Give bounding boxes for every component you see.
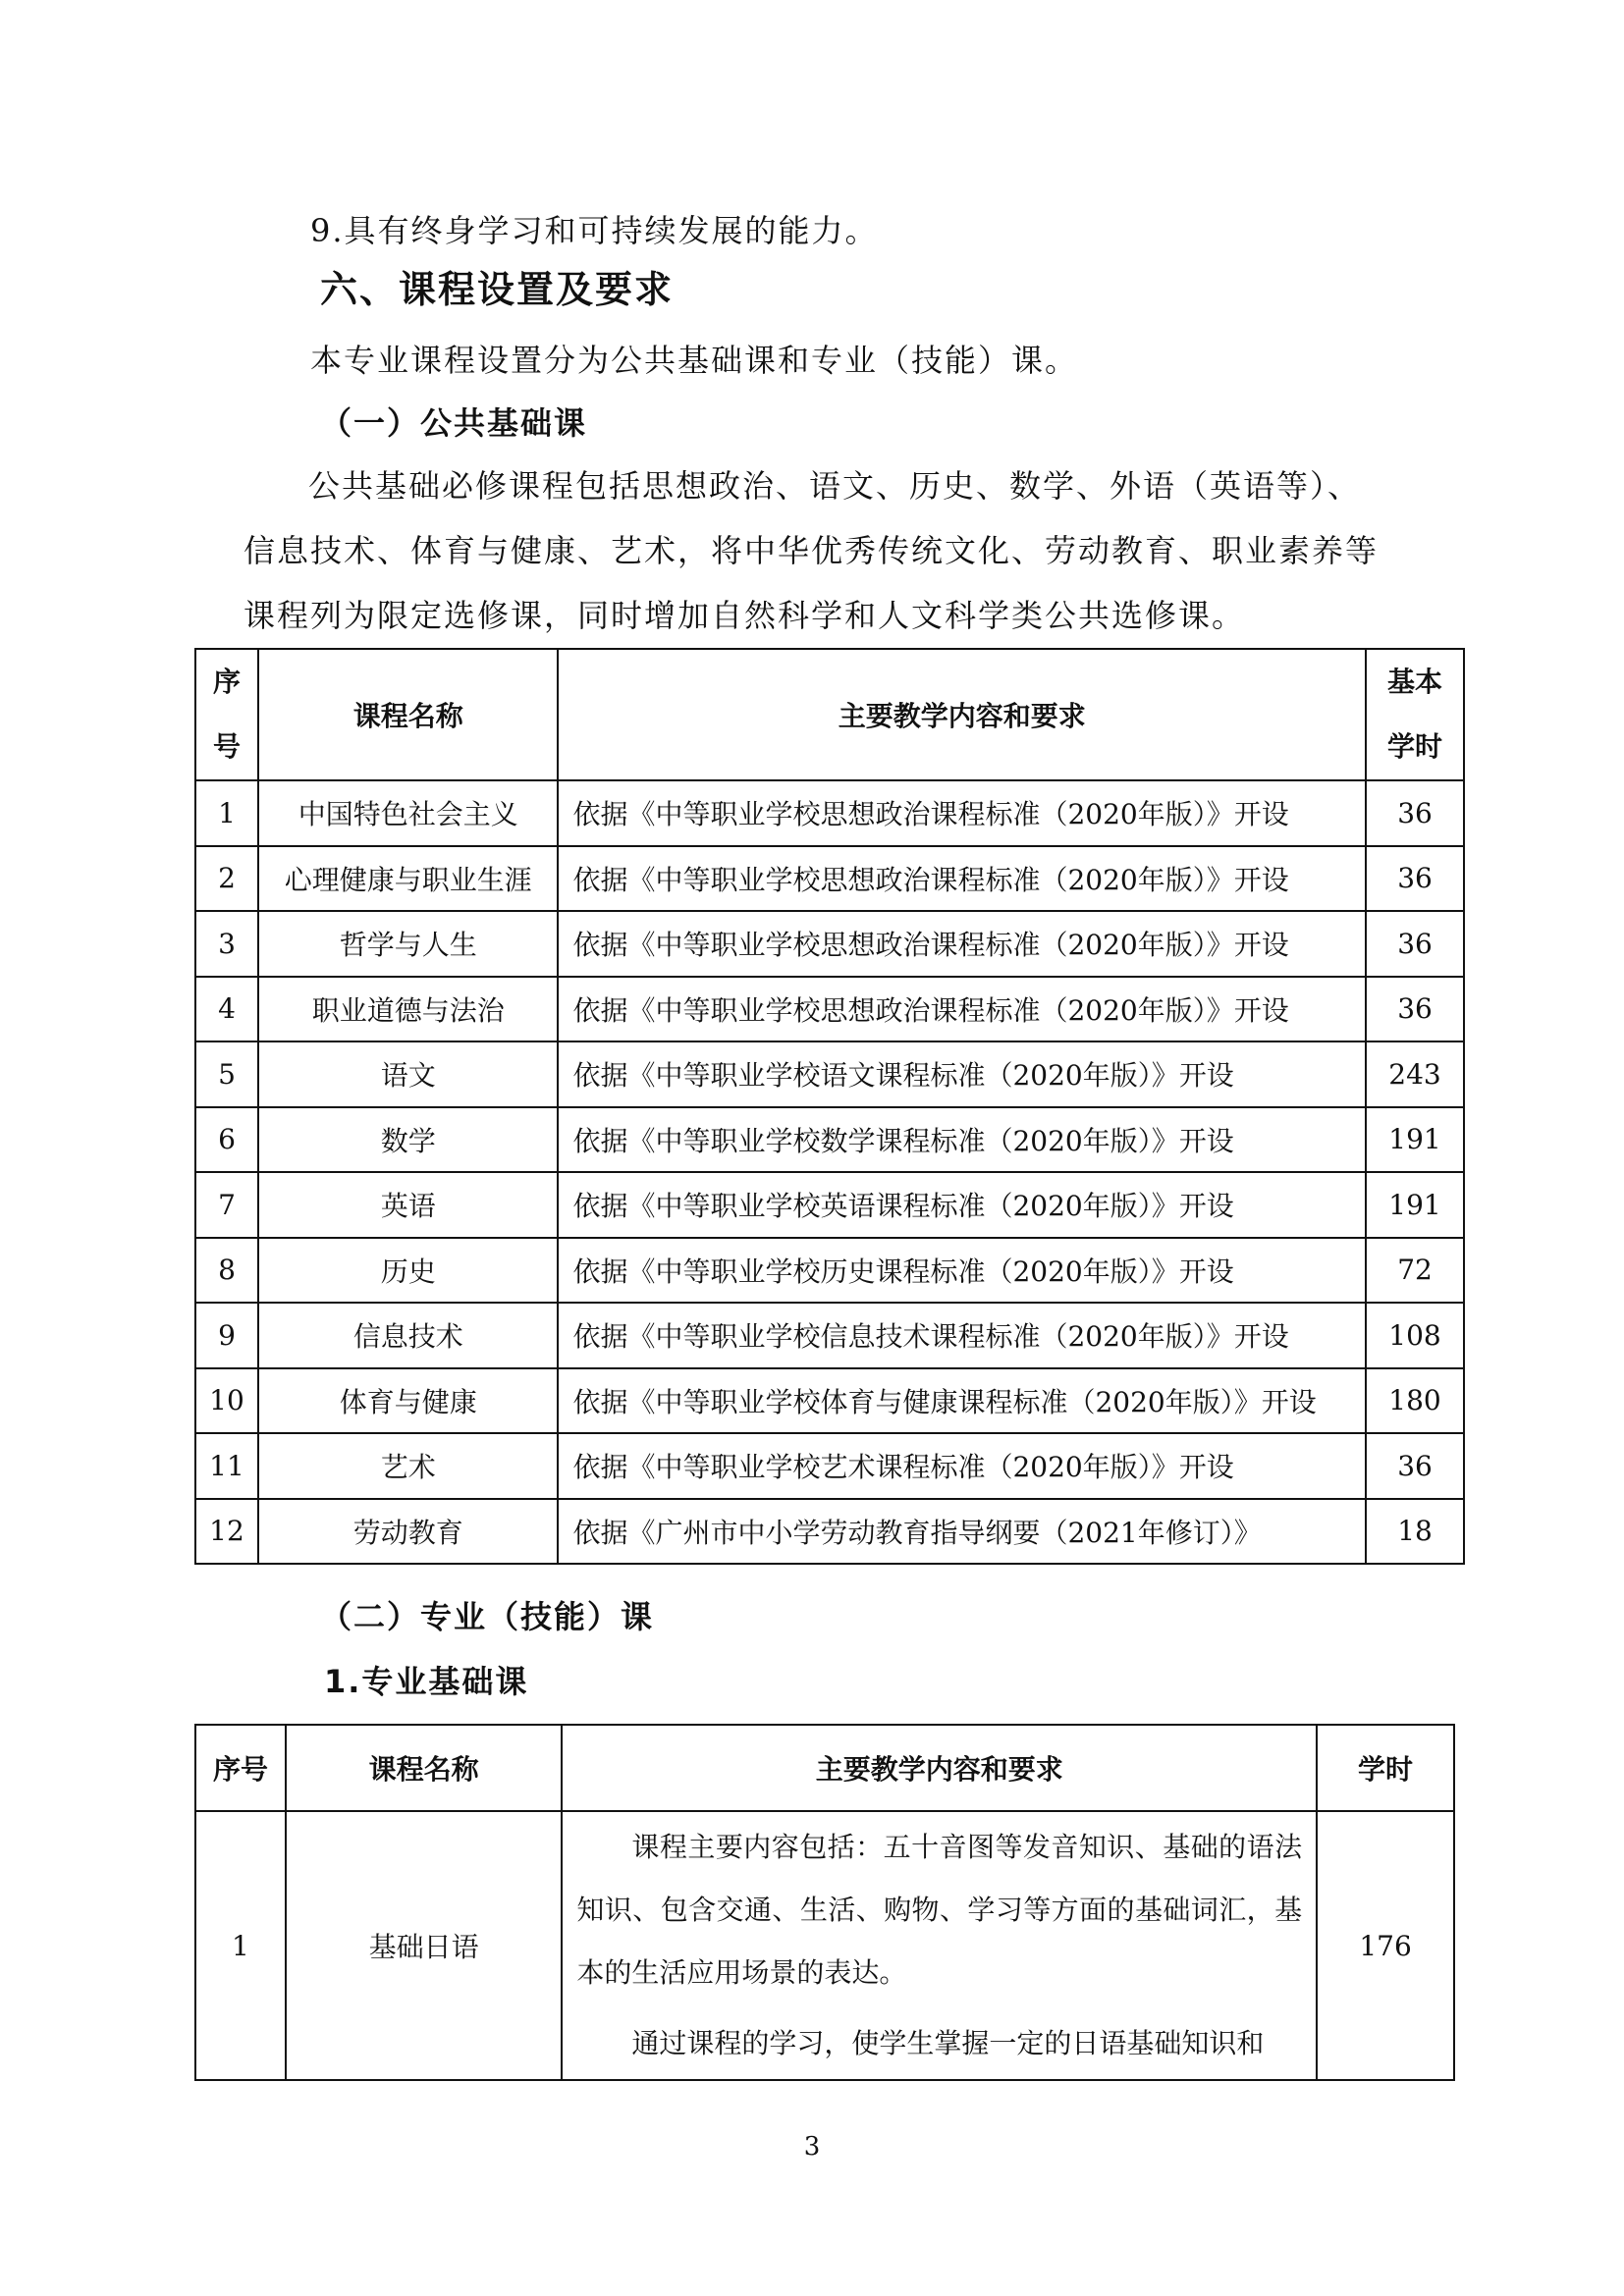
row-no: 9 <box>195 1303 258 1368</box>
header-content: 主要教学内容和要求 <box>558 649 1366 780</box>
row-no: 5 <box>195 1041 258 1107</box>
row-course-name: 哲学与人生 <box>258 911 558 977</box>
row-content: 依据《中等职业学校思想政治课程标准（2020年版）》开设 <box>558 780 1366 846</box>
row-content: 依据《中等职业学校思想政治课程标准（2020年版）》开设 <box>558 977 1366 1042</box>
table-row <box>195 846 1464 912</box>
row-course-name: 历史 <box>258 1238 558 1304</box>
row-hours: 191 <box>1366 1107 1464 1173</box>
public-courses-paragraph: 公共基础必修课程包括思想政治、语文、历史、数学、外语（英语等）、信息技术、体育与健康、艺术，将中华优秀传统文化、劳动教育、职业素养等课程列为限定选修课，同时增加自然科学和人文科学类公共选修课。 <box>244 467 1380 634</box>
row-hours: 36 <box>1366 911 1464 977</box>
row-course-name: 数学 <box>258 1107 558 1173</box>
row-content: 依据《广州市中小学劳动教育指导纲要（2021年修订）》 <box>558 1499 1366 1565</box>
row-course-name: 中国特色社会主义 <box>258 780 558 846</box>
row-no: 3 <box>195 911 258 977</box>
table-row <box>195 1107 1464 1173</box>
row-no: 12 <box>195 1499 258 1565</box>
table-row <box>195 1368 1464 1434</box>
row-hours: 180 <box>1366 1368 1464 1434</box>
table-header-row <box>195 1725 1454 1811</box>
row-content: 依据《中等职业学校历史课程标准（2020年版）》开设 <box>558 1238 1366 1304</box>
table-row <box>195 1238 1464 1304</box>
row-course-name: 职业道德与法治 <box>258 977 558 1042</box>
row-hours: 72 <box>1366 1238 1464 1304</box>
subsection-title-foundation: 1.专业基础课 <box>324 1663 529 1700</box>
row-content-paragraph: 通过课程的学习，使学生掌握一定的日语基础知识和 <box>631 2027 1265 2059</box>
header-no: 序号 <box>195 1725 286 1811</box>
table-row <box>195 1303 1464 1368</box>
row-course-name: 英语 <box>258 1172 558 1238</box>
row-course-name: 心理健康与职业生涯 <box>258 846 558 912</box>
table-row <box>195 911 1464 977</box>
row-content-paragraph: 课程主要内容包括：五十音图等发音知识、基础的语法知识、包含交通、生活、购物、学习等方面的基础词汇，基本的生活应用场景的表达。 <box>576 1831 1303 1989</box>
row-content: 依据《中等职业学校体育与健康课程标准（2020年版）》开设 <box>558 1368 1366 1434</box>
table-row <box>195 1433 1464 1499</box>
row-no: 1 <box>195 1811 286 2080</box>
row-content: 依据《中等职业学校信息技术课程标准（2020年版）》开设 <box>558 1303 1366 1368</box>
row-hours: 36 <box>1366 780 1464 846</box>
header-hours: 学时 <box>1317 1725 1454 1811</box>
section-title: 六、课程设置及要求 <box>320 268 675 311</box>
row-content: 依据《中等职业学校思想政治课程标准（2020年版）》开设 <box>558 911 1366 977</box>
subsection-title-public: （一）公共基础课 <box>320 404 588 442</box>
section-intro: 本专业课程设置分为公共基础课和专业（技能）课。 <box>310 342 1079 379</box>
header-course-name: 课程名称 <box>286 1725 563 1811</box>
row-hours: 108 <box>1366 1303 1464 1368</box>
table-row <box>195 1172 1464 1238</box>
table-row <box>195 780 1464 846</box>
row-no: 2 <box>195 846 258 912</box>
row-course-name: 劳动教育 <box>258 1499 558 1565</box>
table-row <box>195 1499 1464 1565</box>
row-hours: 18 <box>1366 1499 1464 1565</box>
header-content: 主要教学内容和要求 <box>562 1725 1317 1811</box>
row-no: 8 <box>195 1238 258 1304</box>
row-no: 1 <box>195 780 258 846</box>
row-hours: 243 <box>1366 1041 1464 1107</box>
table-row <box>195 977 1464 1042</box>
row-content: 依据《中等职业学校数学课程标准（2020年版）》开设 <box>558 1107 1366 1173</box>
row-no: 4 <box>195 977 258 1042</box>
table-header-row <box>195 649 1464 780</box>
row-content: 依据《中等职业学校英语课程标准（2020年版）》开设 <box>558 1172 1366 1238</box>
table-row <box>195 1041 1464 1107</box>
subsection-title-professional: （二）专业（技能）课 <box>320 1598 655 1635</box>
row-hours: 36 <box>1366 846 1464 912</box>
header-course-name: 课程名称 <box>258 649 558 780</box>
row-no: 6 <box>195 1107 258 1173</box>
row-hours: 36 <box>1366 1433 1464 1499</box>
row-content: 依据《中等职业学校思想政治课程标准（2020年版）》开设 <box>558 846 1366 912</box>
row-course-name: 基础日语 <box>286 1811 563 2080</box>
row-hours: 36 <box>1366 977 1464 1042</box>
header-no: 序 号 <box>195 649 258 780</box>
public-courses-table <box>194 648 1465 1565</box>
row-hours: 176 <box>1317 1811 1454 2080</box>
row-no: 11 <box>195 1433 258 1499</box>
row-no: 7 <box>195 1172 258 1238</box>
intro-line: 9.具有终身学习和可持续发展的能力。 <box>310 212 879 249</box>
row-no: 10 <box>195 1368 258 1434</box>
row-content <box>562 1811 1317 2080</box>
row-course-name: 艺术 <box>258 1433 558 1499</box>
table-row <box>195 1811 1454 2080</box>
header-hours: 基本 学时 <box>1366 649 1464 780</box>
row-course-name: 语文 <box>258 1041 558 1107</box>
row-course-name: 体育与健康 <box>258 1368 558 1434</box>
row-content: 依据《中等职业学校艺术课程标准（2020年版）》开设 <box>558 1433 1366 1499</box>
row-course-name: 信息技术 <box>258 1303 558 1368</box>
row-hours: 191 <box>1366 1172 1464 1238</box>
page-number: 3 <box>803 2132 821 2162</box>
row-content: 依据《中等职业学校语文课程标准（2020年版）》开设 <box>558 1041 1366 1107</box>
professional-foundation-table <box>194 1724 1455 2081</box>
